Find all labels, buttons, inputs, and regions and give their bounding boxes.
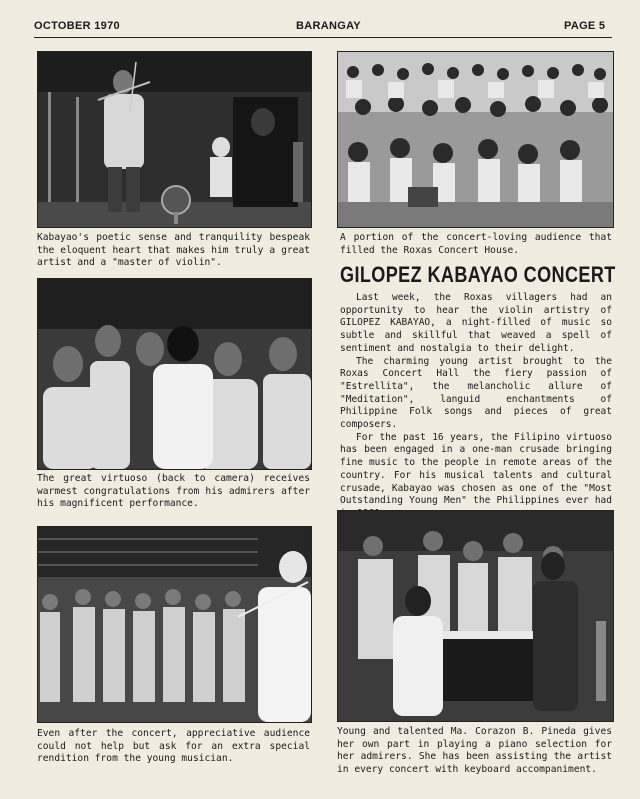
article-title: GILOPEZ KABAYAO CONCERT bbox=[340, 262, 616, 287]
page-number: PAGE 5 bbox=[564, 20, 606, 32]
caption-pianist: Young and talented Ma. Corazon B. Pineda gives her own part in playing a piano selection for her admirers. She has been assisting the artist in every concert with keyboard accompaniment. bbox=[337, 726, 612, 775]
caption-violinist: Kabayao's poetic sense and tranquility bespeak the eloquent heart that makes him truly a great artist and a "master of violin". bbox=[37, 232, 310, 268]
article-paragraph: The charming young artist brought to the Roxas Concert Hall the fiery passion of "Estrellita", the melancholic allure of "Meditation", languid enchantments of Philippine Folk songs and pieces of great composers. bbox=[340, 355, 612, 431]
issue-date: OCTOBER 1970 bbox=[34, 20, 120, 32]
article-paragraph: Last week, the Roxas villagers had an opportunity to hear the violin artistry of GILOPEZ KABAYAO, a night-filled of music so subtle and skillful that weaved a spell of sentiment and nostalgia to their delight. bbox=[340, 292, 612, 354]
caption-encore: Even after the concert, appreciative audience could not help but ask for an extra special rendition from the young musician. bbox=[37, 728, 310, 764]
photo-pianist bbox=[337, 510, 614, 722]
photo-violinist bbox=[37, 51, 312, 228]
photo-congratulations bbox=[37, 278, 312, 470]
article-paragraph: For the past 16 years, the Filipino virtuoso has been engaged in a one-man crusade bringing fine music to the people in remote areas of the country. For his musical talents and cultural crusade, Kabayao was chosen as one of the "Most Outstanding Young Men" the Philippines ever had bbox=[340, 431, 612, 507]
article-body bbox=[340, 292, 612, 521]
publication-name: BARANGAY bbox=[296, 20, 361, 32]
photo-audience bbox=[337, 51, 614, 228]
caption-congratulations: The great virtuoso (back to camera) receives warmest congratulations from his admirers after his magnificent performance. bbox=[37, 473, 310, 509]
header-rule bbox=[34, 37, 612, 38]
photo-encore bbox=[37, 526, 312, 723]
caption-audience: A portion of the concert-loving audience that filled the Roxas Concert House. bbox=[340, 232, 612, 256]
